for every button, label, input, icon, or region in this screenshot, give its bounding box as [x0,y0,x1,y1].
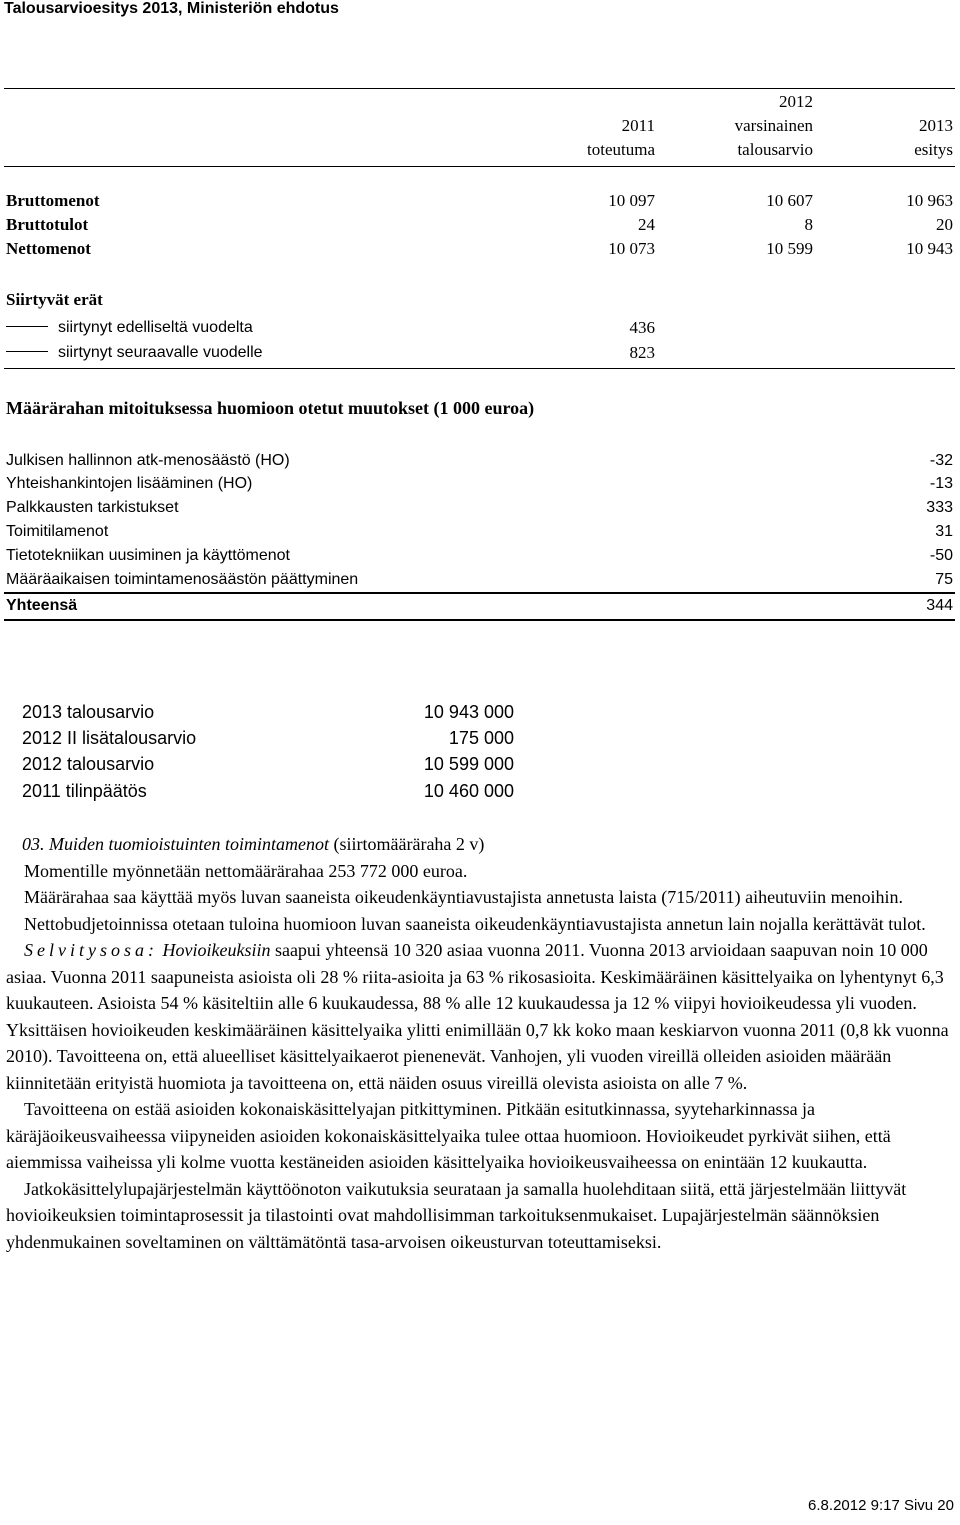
change-row [4,568,955,592]
change-value: 31 [935,523,953,540]
column-header-line: toteutuma [587,140,655,159]
row-value-2011: 10 097 [608,191,655,210]
change-value: -13 [929,475,953,492]
paragraph-rest: saapui yhteensä 10 320 asiaa vuonna 2011. Vuonna 2013 arvioidaan saapuvan noin 10 000 asiaa. Vuonna 2011 saapuneista asioista oli 28 % riita-asioita ja 63 % rikosasioita. Keskimääräinen käsittelyaika on lyhentynyt 6,3 kuukauteen. Asioista 54 % käsiteltiin alle 6 kuukaudessa, 88 % alle 12 kuukaudessa ja 12 % viipyi hovioikeudessa yli vuoden. Yksittäisen hovioikeuden keskimääräinen käsittelyaika ylitti enimillään 0,7 kk koko maan keskiarvon vuonna 2011 (0,8 kk vuonna 2010). Tavoitteena on, että alueelliset käsittelyaikaerot pienenevät. Vanhojen, yli vuoden vireillä olleiden asioiden määrään kiinnitetään erityistä huomiota ja tavoitteena on, että näiden osuus vireillä olevista asioista on alle 7 %. [6,940,949,1093]
table-row-transfer-previous [4,316,955,340]
table-row-bruttotulot [4,213,955,237]
section-03-title-rest: (siirtomääräraha 2 v) [328,834,485,854]
budget-value: 10 943 000 [423,702,514,722]
change-total-row [4,594,955,618]
column-header-line: talousarvio [737,140,813,159]
budget-value: 10 599 000 [423,754,514,774]
column-header-2011 [587,114,655,162]
row-label: siirtynyt edelliseltä vuodelta [58,319,253,336]
hovioikeuksiin-term: Hovioikeuksiin [162,940,271,960]
change-row [4,496,955,520]
column-header-line: varsinainen [734,116,813,135]
column-header-line: 2013 [919,116,953,135]
change-value: 75 [935,571,953,588]
total-bottom-rule [4,619,955,621]
change-label: Toimitilamenot [6,523,109,540]
table-top-rule [4,88,955,89]
table-row-transfer-next [4,341,955,365]
budget-summary-row [22,725,522,751]
section-03-title [6,831,951,858]
row-value-2012: 10 599 [766,239,813,258]
row-value-2011: 436 [629,318,655,337]
budget-value: 175 000 [448,728,514,748]
change-label: Julkisen hallinnon atk-menosäästö (HO) [6,452,290,469]
change-value: -50 [929,547,953,564]
total-label: Yhteensä [6,597,78,614]
column-header-line: esitys [914,140,953,159]
change-label: Palkkausten tarkistukset [6,499,179,516]
row-value-2011: 823 [629,343,655,362]
row-value-2013: 10 943 [906,239,953,258]
column-header-line: 2011 [621,116,655,135]
column-header-2013 [914,114,953,162]
budget-summary-row [22,699,522,725]
budget-summary-row [22,778,522,804]
section-03-title-italic: 03. Muiden tuomioistuinten toimintamenot [22,834,329,854]
budget-value: 10 460 000 [423,781,514,801]
page-footer: 6.8.2012 9:17 Sivu 20 [808,1497,954,1514]
budget-label: 2012 talousarvio [22,754,155,774]
column-header-2012 [735,90,813,162]
change-value: 333 [926,499,953,516]
paragraph: Tavoitteena on estää asioiden kokonaiskäsittelyajan pitkittyminen. Pitkään esitutkinnassa, syyteharkinnassa ja käräjäoikeusvaiheessa viipyneiden asioiden kokonaiskäsittelyaika tulee ottaa huomioon. Hovioikeudet pyrkivät siihen, että aiemmissa vaiheissa yli kolme vuotta kestäneiden asioiden käsittelyaika hovioikeusvaiheessa on enintään 12 kuukautta. [6,1099,891,1172]
column-header-line: 2012 [779,92,813,111]
budget-label: 2011 tilinpäätös [22,781,147,801]
change-label: Tietotekniikan uusiminen ja käyttömenot [6,547,290,564]
paragraph: Määrärahaa saa käyttää myös luvan saaneista oikeudenkäyntiavustajista annetusta laista (715/2011) aiheutuviin menoihin. [24,887,904,907]
budget-label: 2012 II lisätalousarvio [22,728,197,748]
section-03-body [6,831,951,1255]
row-value-2013: 10 963 [906,191,953,210]
table-row-nettomenot [4,237,955,261]
dash-mark [6,351,48,352]
change-row [4,544,955,568]
table-row-bruttomenot [4,189,955,213]
change-label: Yhteishankintojen lisääminen (HO) [6,475,253,492]
row-label-wrap [6,316,253,340]
paragraph: Jatkokäsittelylupajärjestelmän käyttöönoton vaikutuksia seurataan ja samalla huolehditaan siitä, että järjestelmään liittyvät hovioikeuksien toimintaprosessit ja tilastointi ovat mahdollisimman tarkoituksenmukaiset. Lupajärjestelmän säännöksien yhdenmukainen soveltaminen on välttämätöntä tasa-arvoisen oikeusturvan toteuttamiseksi. [6,1178,907,1252]
row-label-wrap [6,341,263,365]
change-row [4,520,955,544]
change-value: -32 [929,452,953,469]
paragraph-selvitysosa [6,937,951,1096]
row-value-2013: 20 [936,215,953,234]
row-value-2011: 24 [638,215,655,234]
budget-summary-row [22,751,522,777]
change-row [4,449,955,473]
transfer-section-title [4,288,955,312]
budget-label: 2013 talousarvio [22,702,155,722]
change-row [4,472,955,496]
change-label: Määräaikaisen toimintamenosäästön päättyminen [6,571,359,588]
row-label: Nettomenot [6,239,91,258]
table-header-rule [4,166,955,167]
paragraph: Momentille myönnetään nettomäärärahaa 253 772 000 euroa. [24,860,468,881]
dash-mark [6,326,48,327]
selvitysosa-label: Selvitysosa: [24,940,158,960]
row-label: siirtynyt seuraavalle vuodelle [58,344,263,361]
paragraph: Nettobudjetoinnissa otetaan tuloina huomioon luvan saaneista oikeudenkäyntiavustajista annetun lain nojalla kerättävät tulot. [24,913,926,934]
row-label: Bruttotulot [6,215,89,234]
row-value-2012: 10 607 [766,191,813,210]
row-label: Bruttomenot [6,191,100,210]
changes-section-title: Määrärahan mitoituksessa huomioon otetut muutokset (1 000 euroa) [6,398,535,418]
table-bottom-rule [4,368,955,369]
total-value: 344 [926,597,953,614]
document-header-title: Talousarvioesitys 2013, Ministeriön ehdotus [4,0,339,17]
row-value-2011: 10 073 [608,239,655,258]
row-label: Siirtyvät erät [6,290,103,309]
row-value-2012: 8 [804,215,813,234]
